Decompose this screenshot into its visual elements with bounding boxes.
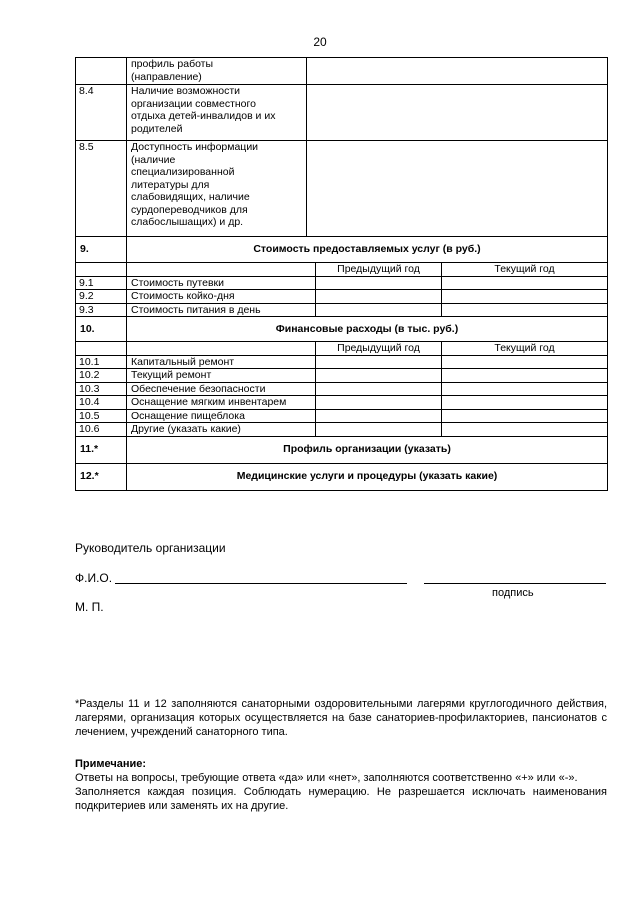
note-line-2: Заполняется каждая позиция. Соблюдать нумерацию. Не разрешается исключать наименования подкритериев или заменять их на другие. xyxy=(75,786,607,812)
section-number: 11.* xyxy=(76,436,127,463)
section-header xyxy=(76,436,608,463)
column-header-row xyxy=(76,263,608,277)
row-label: Наличие возможности организации совместного отдыха детей-инвалидов и их родителей xyxy=(127,85,307,141)
current-year-cell[interactable] xyxy=(442,303,608,317)
note-title: Примечание: xyxy=(75,758,147,770)
answer-cell[interactable] xyxy=(307,58,608,85)
section-title: Медицинские услуги и процедуры (указать какие) xyxy=(127,463,608,490)
prev-year-cell[interactable] xyxy=(316,303,442,317)
row-number: 10.2 xyxy=(76,369,127,383)
section-header xyxy=(76,317,608,342)
signature-caption: подпись xyxy=(492,587,534,599)
current-year-cell[interactable] xyxy=(442,369,608,383)
section-header xyxy=(76,237,608,263)
row-label: Капитальный ремонт xyxy=(127,355,316,369)
row-number: 10.4 xyxy=(76,396,127,410)
section-number: 10. xyxy=(76,317,127,342)
current-year-cell[interactable] xyxy=(442,290,608,304)
section-number: 9. xyxy=(76,237,127,263)
row-label: Стоимость питания в день xyxy=(127,303,316,317)
form-table xyxy=(75,57,608,491)
row-number: 10.1 xyxy=(76,355,127,369)
row-label: Текущий ремонт xyxy=(127,369,316,383)
prev-year-cell[interactable] xyxy=(316,409,442,423)
row-number: 10.3 xyxy=(76,382,127,396)
note-block xyxy=(75,757,607,813)
fio-line[interactable] xyxy=(115,583,407,584)
prev-year-cell[interactable] xyxy=(316,355,442,369)
table-row xyxy=(76,369,608,383)
row-label: Стоимость путевки xyxy=(127,276,316,290)
table-row xyxy=(76,303,608,317)
row-number: 10.5 xyxy=(76,409,127,423)
row-number: 8.5 xyxy=(76,141,127,237)
col-prev-year: Предыдущий год xyxy=(316,342,442,356)
row-label: профиль работы (направление) xyxy=(127,58,307,85)
table-row xyxy=(76,423,608,437)
row-number: 9.1 xyxy=(76,276,127,290)
fio-label: Ф.И.О. xyxy=(75,571,113,585)
section-title: Финансовые расходы (в тыс. руб.) xyxy=(127,317,608,342)
table-row xyxy=(76,409,608,423)
section-title: Стоимость предоставляемых услуг (в руб.) xyxy=(127,237,608,263)
current-year-cell[interactable] xyxy=(442,276,608,290)
note-line-1: Ответы на вопросы, требующие ответа «да» или «нет», заполняются соответственно «+» или «-». xyxy=(75,772,578,784)
table-row xyxy=(76,290,608,304)
table-row xyxy=(76,396,608,410)
table-row xyxy=(76,58,608,85)
current-year-cell[interactable] xyxy=(442,396,608,410)
row-label: Стоимость койко-дня xyxy=(127,290,316,304)
col-prev-year: Предыдущий год xyxy=(316,263,442,277)
prev-year-cell[interactable] xyxy=(316,382,442,396)
row-number: 9.3 xyxy=(76,303,127,317)
current-year-cell[interactable] xyxy=(442,355,608,369)
table-row xyxy=(76,355,608,369)
table-row xyxy=(76,276,608,290)
row-label: Обеспечение безопасности xyxy=(127,382,316,396)
col-current-year: Текущий год xyxy=(442,263,608,277)
answer-cell[interactable] xyxy=(307,85,608,141)
column-header-row xyxy=(76,342,608,356)
signature-line[interactable] xyxy=(424,583,606,584)
answer-cell[interactable] xyxy=(307,141,608,237)
current-year-cell[interactable] xyxy=(442,382,608,396)
organization-head-label: Руководитель организации xyxy=(75,541,226,555)
prev-year-cell[interactable] xyxy=(316,396,442,410)
stamp-label: М. П. xyxy=(75,600,104,614)
section-header xyxy=(76,463,608,490)
table-row xyxy=(76,85,608,141)
row-label: Оснащение пищеблока xyxy=(127,409,316,423)
row-label: Оснащение мягким инвентарем xyxy=(127,396,316,410)
section-title: Профиль организации (указать) xyxy=(127,436,608,463)
table-row xyxy=(76,382,608,396)
footnote: *Разделы 11 и 12 заполняются санаторными оздоровительными лагерями круглогодичного действия, лагерями, организация которых осуществляется на базе санаториев-профилакториев, пансионатов с лечением, учреждений санаторного типа. xyxy=(75,698,607,738)
row-label: Доступность информации (наличие специализированной литературы для слабовидящих, наличие сурдопереводчиков для слабослышащих) и др. xyxy=(127,141,307,237)
col-current-year: Текущий год xyxy=(442,342,608,356)
prev-year-cell[interactable] xyxy=(316,369,442,383)
prev-year-cell[interactable] xyxy=(316,290,442,304)
current-year-cell[interactable] xyxy=(442,423,608,437)
row-number: 10.6 xyxy=(76,423,127,437)
table-row xyxy=(76,141,608,237)
row-number: 9.2 xyxy=(76,290,127,304)
section-number: 12.* xyxy=(76,463,127,490)
row-number xyxy=(76,58,127,85)
row-number: 8.4 xyxy=(76,85,127,141)
prev-year-cell[interactable] xyxy=(316,276,442,290)
prev-year-cell[interactable] xyxy=(316,423,442,437)
current-year-cell[interactable] xyxy=(442,409,608,423)
page-number: 20 xyxy=(313,35,327,49)
row-label: Другие (указать какие) xyxy=(127,423,316,437)
